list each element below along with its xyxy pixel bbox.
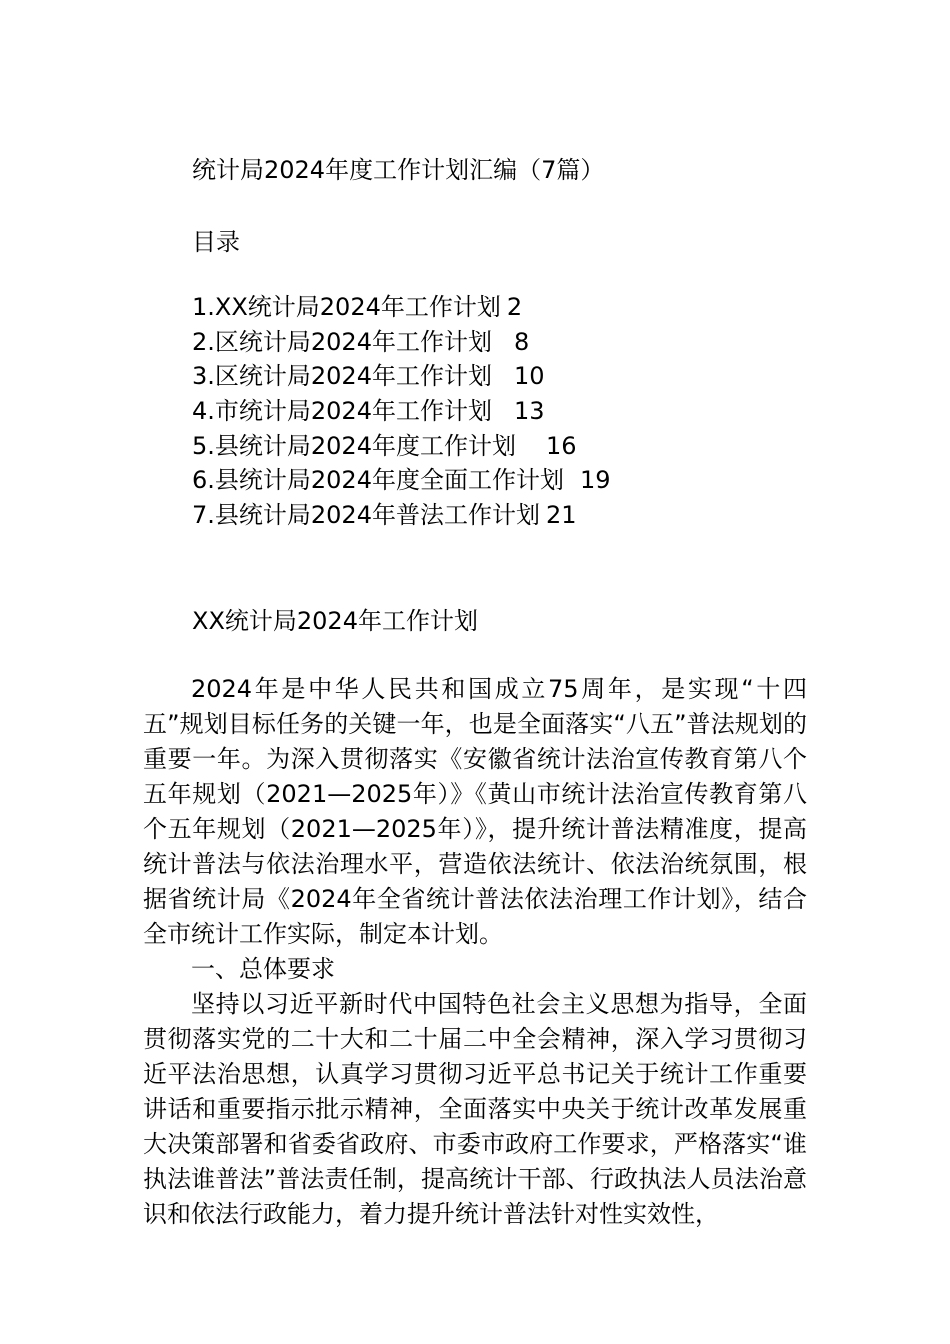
- toc-item-label: 5.县统计局2024年度工作计划: [192, 431, 516, 460]
- toc-item-page: 2: [506, 293, 523, 321]
- toc-item-label: 6.县统计局2024年度全面工作计划: [192, 466, 564, 495]
- table-of-contents: [192, 290, 611, 533]
- section-heading: 一、总体要求: [191, 955, 335, 983]
- toc-item-page: 16: [545, 431, 577, 460]
- document-body: [143, 672, 807, 1232]
- toc-item-page: 10: [513, 362, 545, 391]
- toc-item-page: 19: [579, 466, 611, 495]
- toc-item: [192, 463, 611, 498]
- toc-item: [192, 325, 611, 360]
- section-title: XX统计局2024年工作计划: [192, 607, 478, 635]
- toc-item: [192, 498, 611, 533]
- toc-item-label: 7.县统计局2024年普法工作计划: [192, 501, 540, 530]
- toc-item-page: 8: [513, 327, 530, 356]
- toc-item-label: 2.区统计局2024年工作计划: [192, 327, 492, 356]
- toc-item-page: 13: [513, 397, 545, 426]
- toc-heading: 目录: [192, 228, 240, 256]
- toc-item-label: 1.XX统计局2024年工作计划: [192, 293, 501, 321]
- body-paragraph: 2024年是中华人民共和国成立75周年，是实现“十四五”规划目标任务的关键一年，也是全面落实“八五”普法规划的重要一年。为深入贯彻落实《安徽省统计法治宣传教育第八个五年规划（2021—2025年）》《黄山市统计法治宣传教育第八个五年规划（2021—2025年）》，提升统计普法精准度，提高统计普法与依法治理水平，营造依法统计、依法治统氛围，根据省统计局《2024年全省统计普法依法治理工作计划》，结合全市统计工作实际，制定本计划。: [143, 675, 807, 948]
- toc-item: [192, 359, 611, 394]
- toc-item: [192, 290, 611, 325]
- toc-item-label: 4.市统计局2024年工作计划: [192, 397, 492, 426]
- toc-item-page: 21: [545, 501, 577, 530]
- document-title: 统计局2024年度工作计划汇编（7篇）: [192, 156, 605, 184]
- toc-item: [192, 429, 611, 464]
- toc-item-label: 3.区统计局2024年工作计划: [192, 362, 492, 391]
- toc-item: [192, 394, 611, 429]
- body-paragraph: 坚持以习近平新时代中国特色社会主义思想为指导，全面贯彻落实党的二十大和二十届二中全会精神，深入学习贯彻习近平法治思想，认真学习贯彻习近平总书记关于统计工作重要讲话和重要指示批示精神，全面落实中央关于统计改革发展重大决策部署和省委省政府、市委市政府工作要求，严格落实“谁执法谁普法”普法责任制，提高统计干部、行政执法人员法治意识和依法行政能力，着力提升统计普法针对性实效性，: [143, 990, 807, 1228]
